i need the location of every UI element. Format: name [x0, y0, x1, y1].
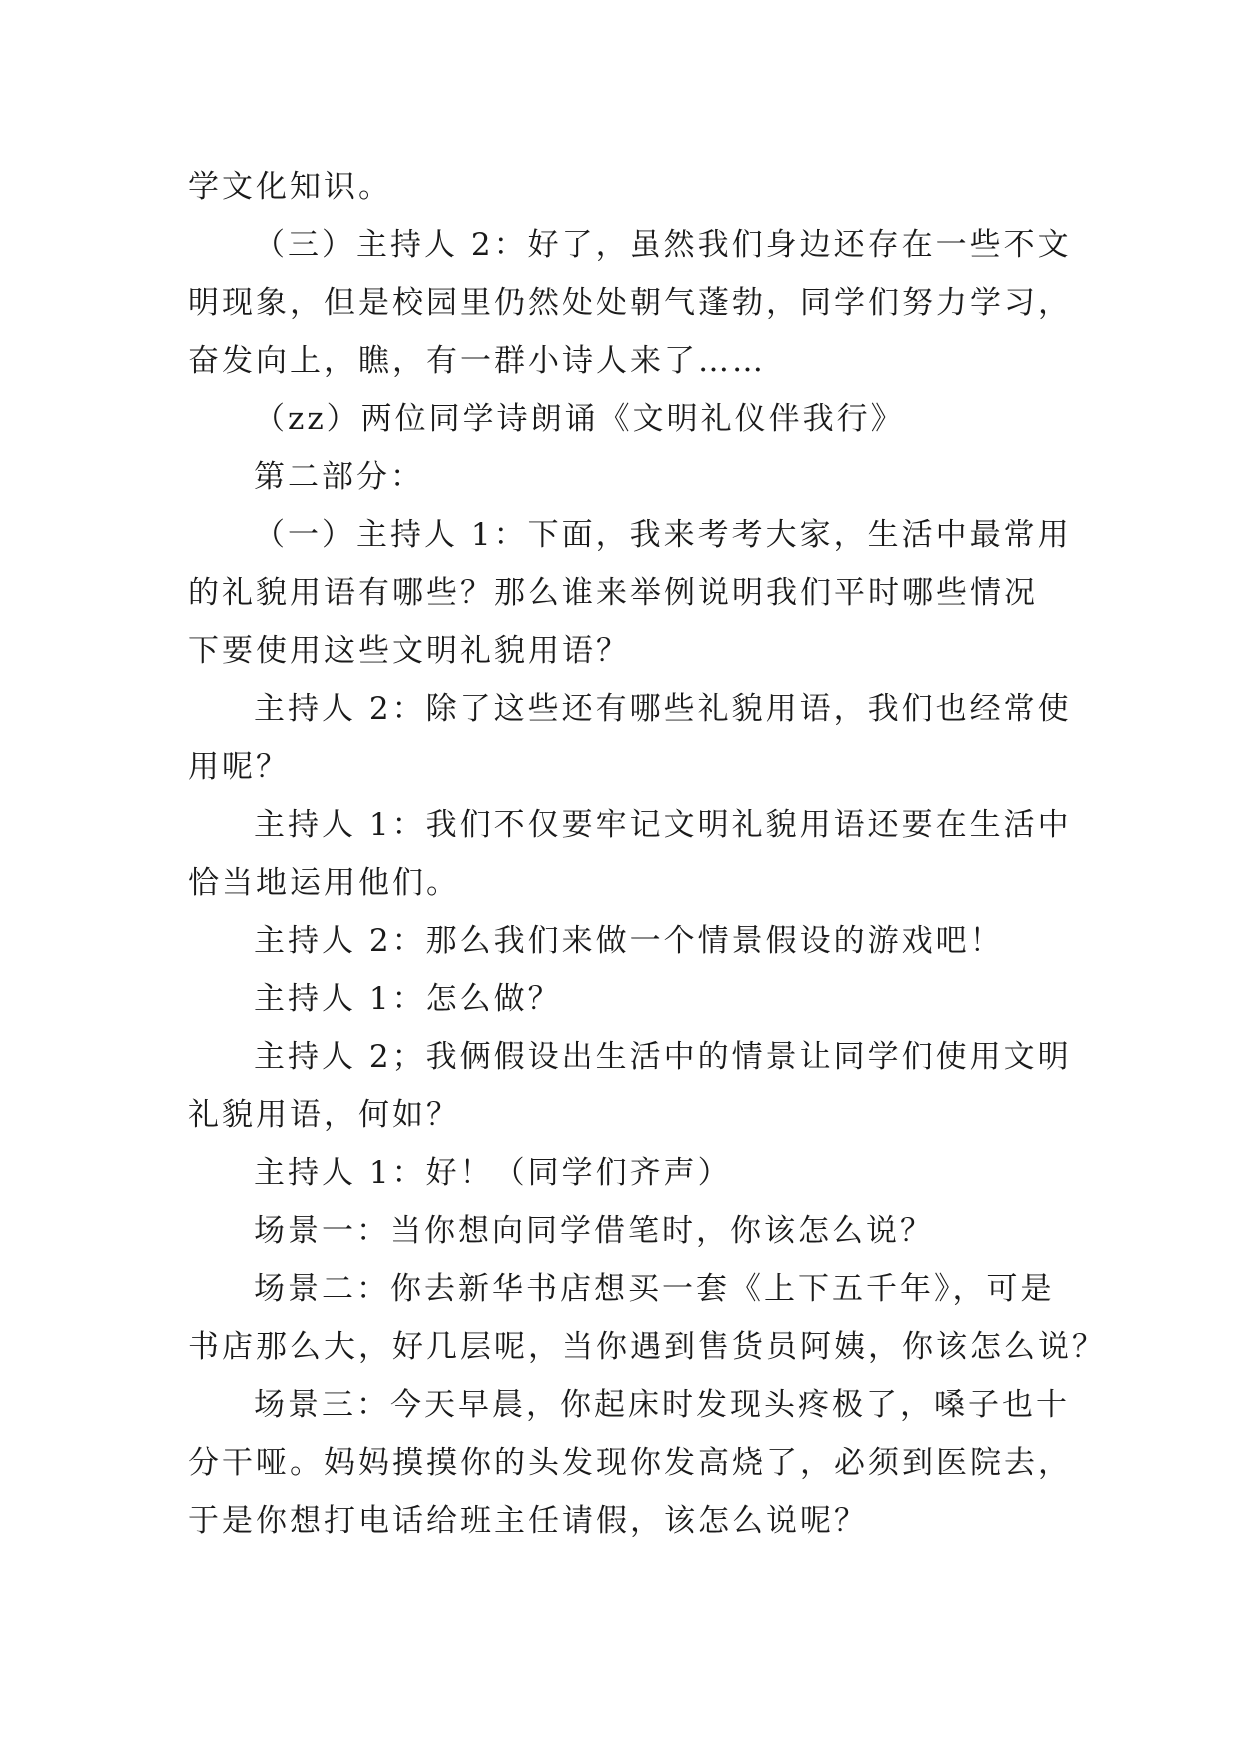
text-line: 主持人 1：好！（同学们齐声）: [254, 1155, 732, 1191]
text-line: 主持人 1：我们不仅要牢记文明礼貌用语还要在生活中: [254, 807, 1072, 843]
text-line: （一）主持人 1：下面，我来考考大家，生活中最常用: [254, 517, 1072, 553]
text-line: 明现象，但是校园里仍然处处朝气蓬勃，同学们努力学习，: [188, 285, 1072, 321]
text-line: 的礼貌用语有哪些？那么谁来举例说明我们平时哪些情况: [188, 575, 1038, 611]
text-line: （zz）两位同学诗朗诵《文明礼仪伴我行》: [254, 401, 905, 437]
text-line: 用呢？: [188, 749, 290, 785]
text-line: 场景一：当你想向同学借笔时，你该怎么说？: [254, 1213, 934, 1249]
text-line: 恰当地运用他们。: [188, 865, 460, 901]
text-line: 场景二：你去新华书店想买一套《上下五千年》，可是: [254, 1271, 1055, 1307]
section-heading: 第二部分：: [254, 459, 424, 495]
text-line: 场景三：今天早晨，你起床时发现头疼极了，嗓子也十: [254, 1387, 1070, 1423]
text-line: 书店那么大，好几层呢，当你遇到售货员阿姨，你该怎么说？: [188, 1329, 1106, 1365]
text-line: 于是你想打电话给班主任请假，该怎么说呢？: [188, 1503, 868, 1539]
text-line: 主持人 1：怎么做？: [254, 981, 562, 1017]
text-line: （三）主持人 2：好了，虽然我们身边还存在一些不文: [254, 227, 1072, 263]
document-page: [188, 158, 1106, 1550]
text-line: 下要使用这些文明礼貌用语？: [188, 633, 630, 669]
text-line: 奋发向上，瞧，有一群小诗人来了……: [188, 343, 766, 379]
text-line: 主持人 2：那么我们来做一个情景假设的游戏吧！: [254, 923, 1004, 959]
text-line: 学文化知识。: [188, 169, 392, 205]
text-line: 分干哑。妈妈摸摸你的头发现你发高烧了，必须到医院去，: [188, 1445, 1072, 1481]
text-line: 主持人 2：除了这些还有哪些礼貌用语，我们也经常使: [254, 691, 1072, 727]
text-line: 礼貌用语，何如？: [188, 1097, 460, 1133]
text-line: 主持人 2；我俩假设出生活中的情景让同学们使用文明: [254, 1039, 1072, 1075]
